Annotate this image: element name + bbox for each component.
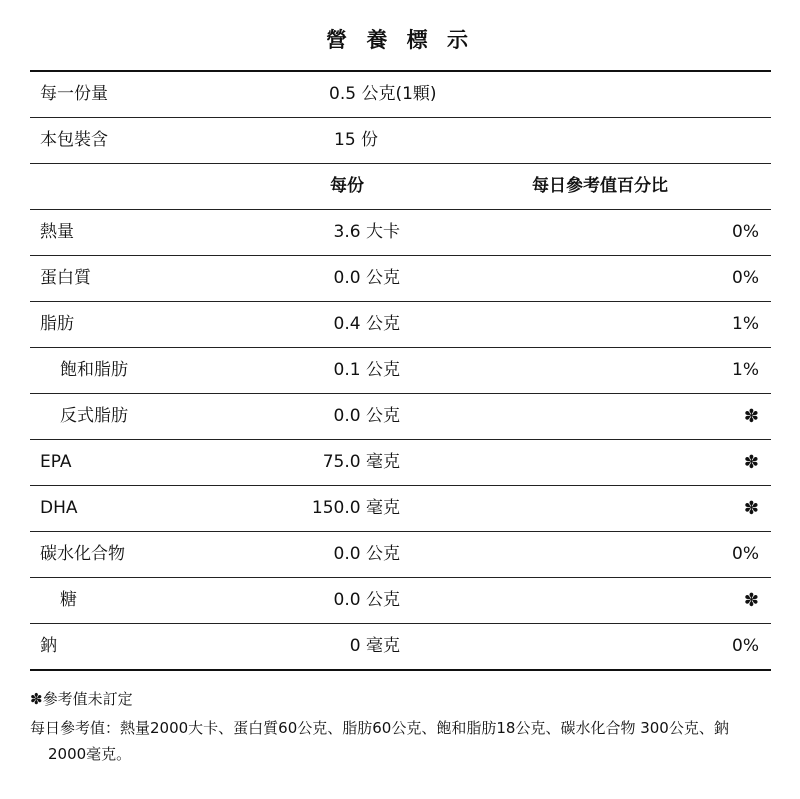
nutrient-row (30, 209, 771, 255)
nutrient-daily-pct: 1% (732, 360, 759, 380)
nutrient-daily-pct: 0% (732, 268, 759, 288)
nutrient-daily-pct: 0% (732, 636, 759, 656)
nutrient-amount: 0 毫克 (349, 636, 400, 656)
nutrient-amount: 150.0 毫克 (311, 498, 400, 518)
asterisk-icon: ✽ (743, 590, 759, 611)
nutrient-name: EPA (40, 452, 72, 472)
nutrient-amount: 0.0 公克 (333, 268, 400, 288)
nutrient-name: 蛋白質 (40, 268, 91, 288)
nutrient-name: 糖 (60, 590, 77, 610)
nutrient-name: DHA (40, 498, 78, 518)
column-header-row (30, 163, 771, 209)
servings-per-pack-value: 15 份 (334, 130, 379, 150)
nutrient-row (30, 531, 771, 577)
daily-value-header: 每日參考值百分比 (532, 176, 668, 196)
nutrient-amount: 3.6 大卡 (333, 222, 400, 242)
nutrient-name: 碳水化合物 (40, 544, 125, 564)
asterisk-icon: ✽ (743, 452, 759, 473)
nutrient-amount: 0.0 公克 (333, 544, 400, 564)
nutrient-amount: 0.1 公克 (333, 360, 400, 380)
nutrient-row (30, 347, 771, 393)
nutrient-row (30, 255, 771, 301)
nutrient-amount: 0.0 公克 (333, 406, 400, 426)
per-serving-header: 每份 (330, 176, 364, 196)
nutrient-name: 反式脂肪 (60, 406, 128, 426)
nutrient-amount: 75.0 毫克 (322, 452, 400, 472)
nutrient-daily-pct: 0% (732, 222, 759, 242)
nutrition-table (30, 70, 771, 671)
nutrient-amount: 0.4 公克 (333, 314, 400, 334)
servings-per-pack-row (30, 117, 771, 163)
nutrient-row (30, 577, 771, 623)
servings-per-pack-label: 本包裝含 (40, 130, 108, 150)
label-title: 營 養 標 示 (326, 28, 474, 52)
nutrient-row (30, 623, 771, 669)
nutrient-name: 熱量 (40, 222, 74, 242)
nutrient-row (30, 393, 771, 439)
nutrient-row (30, 485, 771, 531)
asterisk-icon: ✽ (743, 498, 759, 519)
nutrient-row (30, 301, 771, 347)
reference-not-set-note: ✽參考值未訂定 (30, 690, 133, 708)
nutrient-name: 脂肪 (40, 314, 74, 334)
nutrient-name: 飽和脂肪 (60, 360, 128, 380)
nutrient-row (30, 439, 771, 485)
serving-size-label: 每一份量 (40, 84, 108, 104)
nutrient-amount: 0.0 公克 (333, 590, 400, 610)
serving-size-row (30, 72, 771, 117)
footnotes (30, 686, 770, 767)
daily-reference-note: 每日參考值：熱量2000大卡、蛋白質60公克、脂肪60公克、飽和脂肪18公克、碳水化合物 300公克、鈉2000毫克。 (30, 719, 729, 763)
asterisk-icon: ✽ (743, 406, 759, 427)
nutrient-daily-pct: 0% (732, 544, 759, 564)
nutrient-daily-pct: 1% (732, 314, 759, 334)
serving-size-value: 0.5 公克(1顆) (329, 84, 437, 104)
nutrient-name: 鈉 (40, 636, 57, 656)
